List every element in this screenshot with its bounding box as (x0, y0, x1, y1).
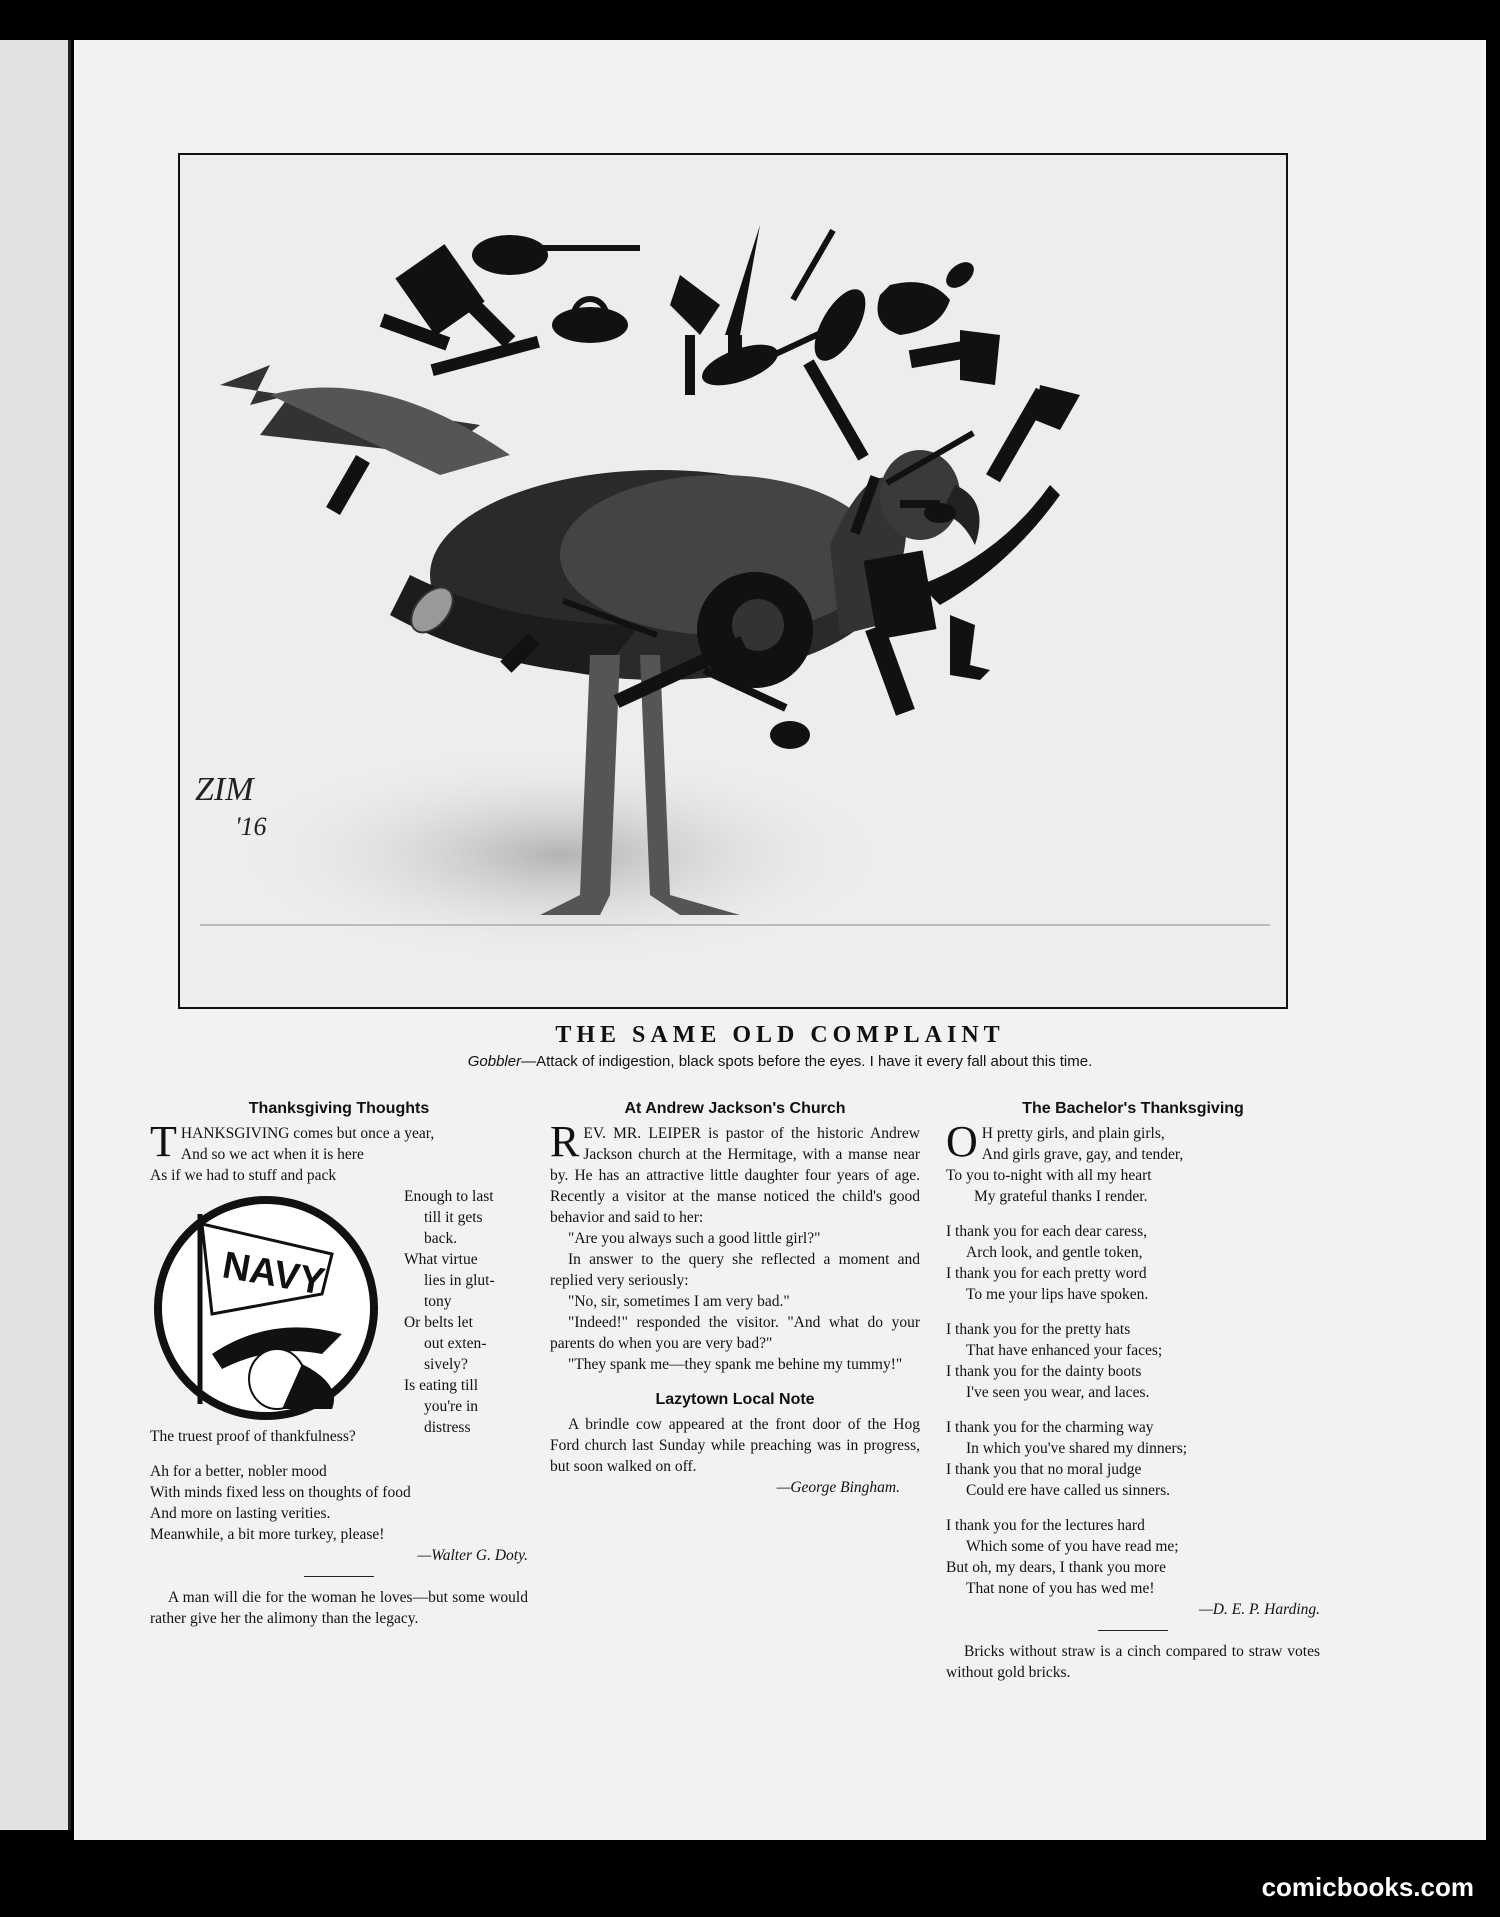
poem-side-text (404, 1186, 528, 1438)
poem-line: I thank you for the pretty hats (946, 1321, 1131, 1338)
article-title: The Bachelor's Thanksgiving (1022, 1100, 1244, 1117)
poem-line: distress (424, 1419, 471, 1436)
article-paragraph: "Indeed!" responded the visitor. "And what do your parents do when you are very bad?" (550, 1314, 920, 1352)
poem-line: I thank you for the charming way (946, 1419, 1154, 1436)
poem-line: My grateful thanks I render. (974, 1188, 1148, 1205)
drop-cap: O (946, 1117, 978, 1166)
poem-line: To me your lips have spoken. (966, 1286, 1149, 1303)
pennant-label: NAVY (219, 1244, 328, 1304)
poem-line: And more on lasting verities. (150, 1505, 331, 1522)
divider (304, 1576, 374, 1577)
poem-line: lies in glut- (424, 1272, 495, 1289)
article-paragraph: "They spank me—they spank me behine my tummy!" (568, 1356, 903, 1373)
cartoon-caption (74, 1053, 1486, 1070)
article-title: Lazytown Local Note (655, 1391, 815, 1408)
poem-line: Arch look, and gentle token, (966, 1244, 1143, 1261)
poem-line: In which you've shared my dinners; (966, 1440, 1188, 1457)
poem-line: Enough to last (404, 1188, 494, 1205)
poem-line: As if we had to stuff and pack (150, 1167, 337, 1184)
poem-line: tony (424, 1293, 452, 1310)
artist-signature: ZIM (195, 771, 254, 808)
article-paragraph: A brindle cow appeared at the front door of the Hog Ford church last Sunday while preaching was in progress, but soon walked on off. (550, 1416, 920, 1475)
poem-line: till it gets (424, 1209, 483, 1226)
filler-joke: A man will die for the woman he loves—but some would rather give her the alimony than the legacy. (150, 1589, 528, 1627)
poem-line: I've seen you wear, and laces. (966, 1384, 1150, 1401)
poem-line: sively? (424, 1356, 468, 1373)
poem-line: And so we act when it is here (180, 1146, 364, 1163)
column-bachelors-thanksgiving (946, 1098, 1320, 1683)
article-paragraph: "No, sir, sometimes I am very bad." (568, 1293, 790, 1310)
paragraph-text: EV. MR. LEIPER is pastor of the historic Andrew Jackson church at the Hermitage, with a manse near by. He has an attractive little daughter four years of age. Recently a visitor at the manse noticed the child's good behavior and said to her: (550, 1125, 920, 1226)
poem-line: Ah for a better, nobler mood (150, 1463, 327, 1480)
article-title: At Andrew Jackson's Church (624, 1100, 846, 1117)
poem-line: That none of you has wed me! (966, 1580, 1155, 1597)
cartoon-title: THE SAME OLD COMPLAINT (555, 1022, 1005, 1048)
poem-line: Meanwhile, a bit more turkey, please! (150, 1526, 385, 1543)
poem-line: out exten- (424, 1335, 487, 1352)
article-title: Thanksgiving Thoughts (248, 1100, 430, 1117)
poem-line: I thank you for the lectures hard (946, 1517, 1145, 1534)
poem-line: But oh, my dears, I thank you more (946, 1559, 1166, 1576)
poem-line: Could ere have called us sinners. (966, 1482, 1171, 1499)
cartoon-illustration (178, 153, 1288, 1009)
poem-line: I thank you for each dear caress, (946, 1223, 1147, 1240)
poem-line: I thank you for the dainty boots (946, 1363, 1142, 1380)
previous-page-edge (0, 40, 71, 1830)
navy-girl-illustration (152, 1194, 380, 1422)
author-credit: —D. E. P. Harding. (1199, 1601, 1320, 1618)
article-paragraph (550, 1117, 920, 1228)
column-thanksgiving-thoughts (150, 1098, 528, 1629)
poem-line: H pretty girls, and plain girls, (981, 1125, 1165, 1142)
poem-line: Is eating till (404, 1377, 479, 1394)
poem-line: Or belts let (404, 1314, 473, 1331)
poem-line: What virtue (404, 1251, 478, 1268)
poem-line: back. (424, 1230, 458, 1247)
poem-line: And girls grave, gay, and tender, (981, 1146, 1184, 1163)
poem-line: With minds fixed less on thoughts of food (150, 1484, 411, 1501)
poem-line: The truest proof of thankfulness? (150, 1428, 356, 1445)
poem-line: I thank you that no moral judge (946, 1461, 1142, 1478)
poem-line: To you to-night with all my heart (946, 1167, 1152, 1184)
drop-cap: R (550, 1117, 580, 1166)
author-credit: —Walter G. Doty. (417, 1547, 528, 1564)
poem-line: HANKSGIVING comes but once a year, (180, 1125, 435, 1142)
author-credit: —George Bingham. (776, 1479, 900, 1496)
navy-illustration-block (150, 1186, 528, 1436)
filler-joke: Bricks without straw is a cinch compared to straw votes without gold bricks. (946, 1643, 1320, 1681)
article-paragraph: "Are you always such a good little girl?" (568, 1230, 821, 1247)
turkey-cartoon (180, 155, 1286, 1007)
magazine-page (74, 40, 1486, 1840)
article-paragraph: In answer to the query she reflected a moment and replied very seriously: (550, 1251, 920, 1289)
caption-speaker: Gobbler (467, 1053, 522, 1070)
column-andrew-jackson (550, 1098, 920, 1498)
drop-cap: T (150, 1117, 177, 1166)
watermark: comicbooks.com (1261, 1872, 1474, 1902)
poem-line: I thank you for each pretty word (946, 1265, 1147, 1282)
poem-line: you're in (424, 1398, 479, 1415)
artist-signature-year: '16 (235, 812, 267, 841)
poem-line: That have enhanced your faces; (966, 1342, 1163, 1359)
poem-line: Which some of you have read me; (966, 1538, 1179, 1555)
caption-text: —Attack of indigestion, black spots before the eyes. I have it every fall about this time. (521, 1053, 1093, 1070)
divider (1098, 1630, 1168, 1631)
